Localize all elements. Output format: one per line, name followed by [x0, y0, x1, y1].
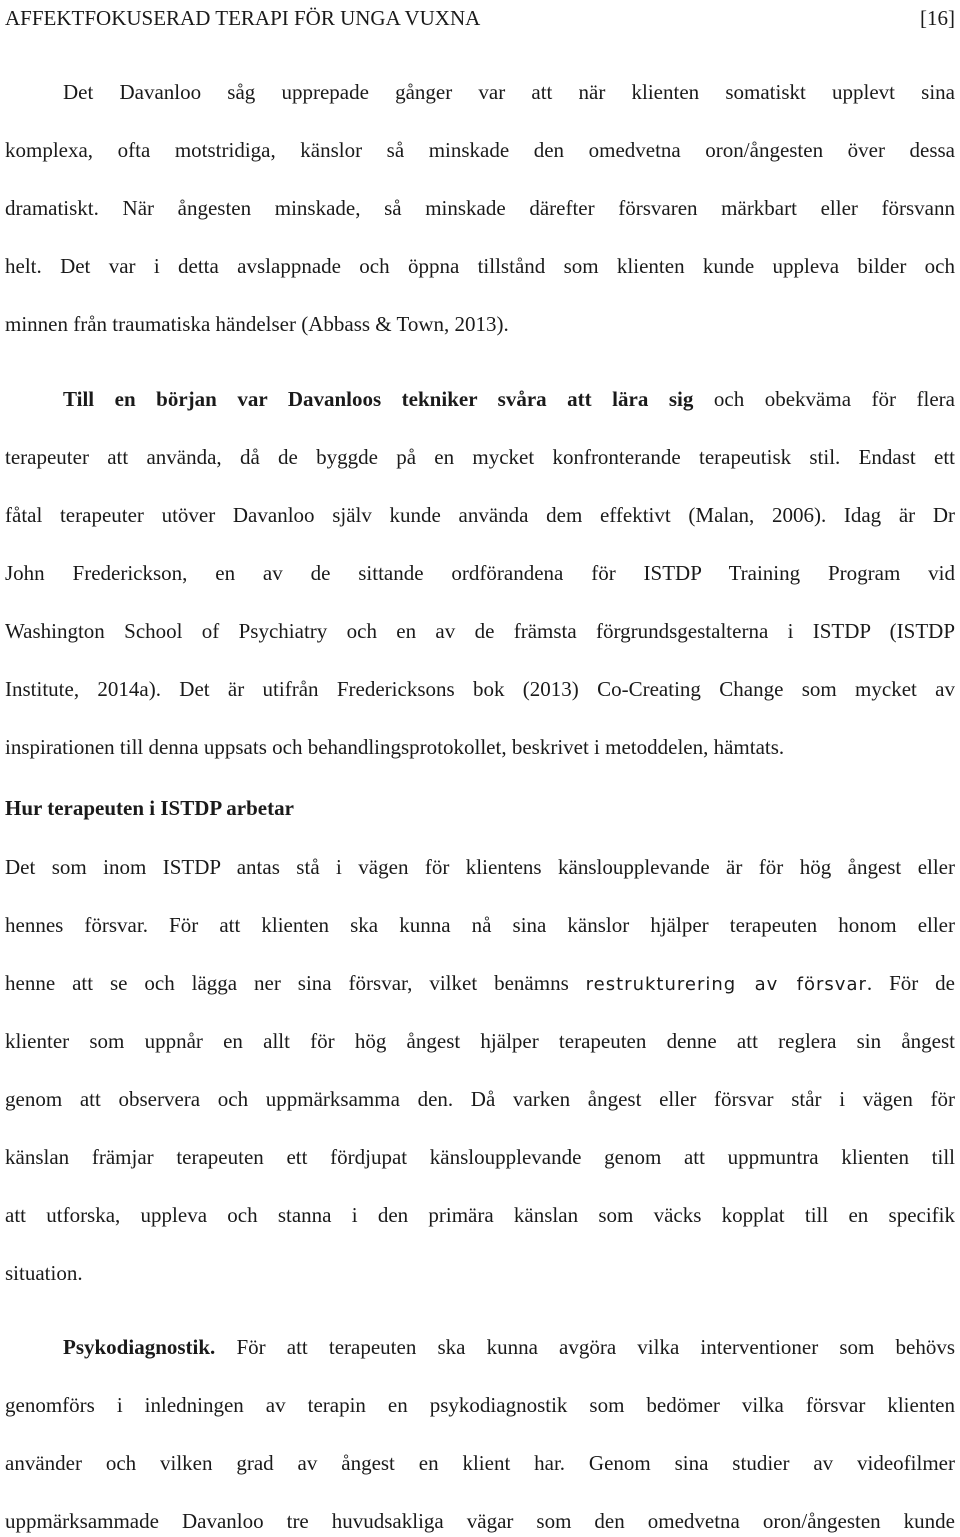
paragraph-text: För att terapeuten ska kunna avgöra vilka interventioner som behövs: [215, 1335, 955, 1359]
term-text: restrukturering av försvar: [585, 974, 867, 995]
paragraph-3-line: klienter som uppnår en allt för hög ångest hjälper terapeuten denne att reglera sin ångest: [5, 1029, 955, 1053]
paragraph-3-line: att utforska, uppleva och stanna i den primära känslan som väcks kopplat till en specifik: [5, 1203, 955, 1227]
paragraph-4-line: genomförs i inledningen av terapin en psykodiagnostik som bedömer vilka försvar klienten: [5, 1393, 955, 1417]
paragraph-4-line: använder och vilken grad av ångest en klient har. Genom sina studier av videofilmer: [5, 1451, 955, 1475]
paragraph-1-line: minnen från traumatiska händelser (Abbass & Town, 2013).: [5, 312, 509, 336]
running-header: [5, 4, 955, 32]
paragraph-4-line: [5, 1332, 955, 1362]
paragraph-3-line: situation.: [5, 1261, 83, 1285]
paragraph-1-line: Det Davanloo såg upprepade gånger var att när klienten somatiskt upplevt sina: [63, 80, 955, 104]
emphasis-text: Till en början var Davanloos tekniker svåra att lära sig: [63, 387, 694, 411]
paragraph-text: henne att se och lägga ner sina försvar, vilket benämns: [5, 971, 586, 995]
paragraph-text: . För de: [866, 971, 955, 995]
paragraph-2-line: inspirationen till denna uppsats och behandlingsprotokollet, beskrivet i metoddelen, hämtats.: [5, 735, 785, 759]
paragraph-2-line: Washington School of Psychiatry och en av de främsta förgrundsgestalterna i ISTDP (ISTDP: [5, 619, 955, 643]
paragraph-1-line: helt. Det var i detta avslappnade och öppna tillstånd som klienten kunde uppleva bilder och: [5, 254, 955, 278]
paragraph-2-line: [5, 384, 955, 414]
paragraph-2-line: terapeuter att använda, då de byggde på en mycket konfronterande terapeutisk stil. Endast ett: [5, 445, 955, 469]
running-title: AFFEKTFOKUSERAD TERAPI FÖR UNGA VUXNA: [5, 6, 481, 30]
paragraph-1-line: komplexa, ofta motstridiga, känslor så minskade den omedvetna oron/ångesten över dessa: [5, 138, 955, 162]
subheading-text: Psykodiagnostik.: [63, 1335, 216, 1359]
paragraph-text: och obekväma för flera: [693, 387, 955, 411]
paragraph-3-line: genom att observera och uppmärksamma den. Då varken ångest eller försvar står i vägen för: [5, 1087, 955, 1111]
paragraph-3-line: Det som inom ISTDP antas stå i vägen för klientens känsloupplevande är för hög ångest eller: [5, 855, 955, 879]
paragraph-3-line: hennes försvar. För att klienten ska kunna nå sina känslor hjälper terapeuten honom eller: [5, 913, 955, 937]
paragraph-1-line: dramatiskt. När ångesten minskade, så minskade därefter försvaren märkbart eller försvann: [5, 196, 955, 220]
section-heading: Hur terapeuten i ISTDP arbetar: [5, 796, 294, 820]
paragraph-4-line: uppmärksammade Davanloo tre huvudsakliga vägar som den omedvetna oron/ångesten kunde: [5, 1509, 955, 1533]
paragraph-2-line: Institute, 2014a). Det är utifrån Fredericksons bok (2013) Co-Creating Change som mycket av: [5, 677, 955, 701]
page-number: [16]: [920, 6, 955, 30]
paragraph-3-line: känslan främjar terapeuten ett fördjupat känsloupplevande genom att uppmuntra klienten till: [5, 1145, 955, 1169]
paragraph-2-line: John Frederickson, en av de sittande ordförandena för ISTDP Training Program vid: [5, 561, 955, 585]
paragraph-2-line: fåtal terapeuter utöver Davanloo själv kunde använda dem effektivt (Malan, 2006). Idag är Dr: [5, 503, 955, 527]
paragraph-3-line: [5, 968, 955, 998]
